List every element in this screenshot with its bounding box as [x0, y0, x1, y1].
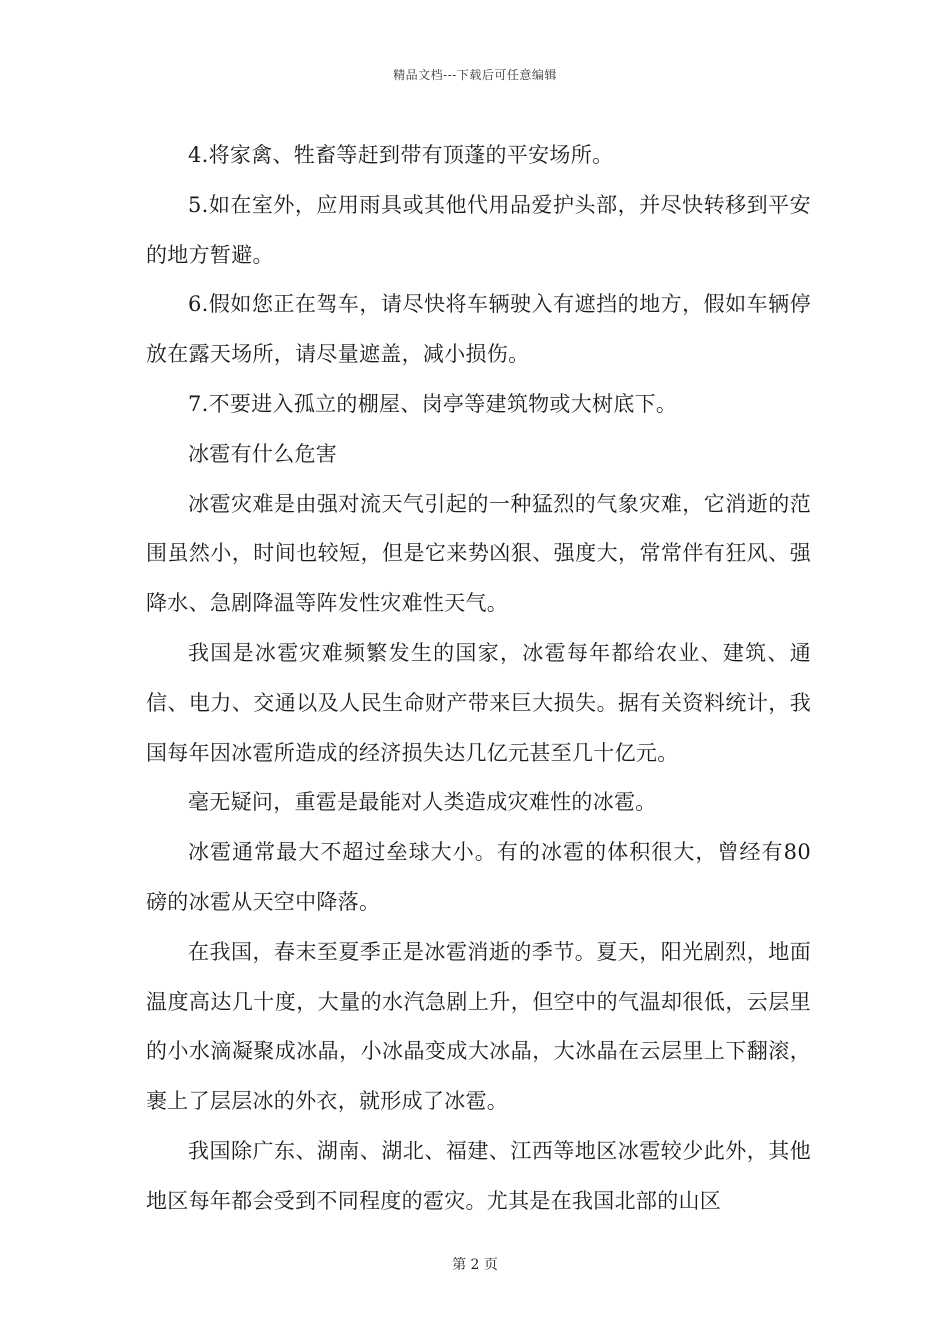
paragraph: 7.不要进入孤立的棚屋、岗亭等建筑物或大树底下。: [188, 391, 678, 416]
paragraph: 在我国，春末至夏季正是冰雹消逝的季节。夏天，阳光剧烈，地面温度高达几十度，大量的水汽急剧上升，但空中的气温却很低，云层里的小水滴凝聚成冰晶，小冰晶变成大冰晶，大冰晶在云层里上下翻滚，裹上了层层冰的外衣，就形成了冰雹。: [146, 939, 811, 1114]
paragraph: 冰雹灾难是由强对流天气引起的一种猛烈的气象灾难，它消逝的范围虽然小，时间也较短，但是它来势凶狠、强度大，常常伴有狂风、强降水、急剧降温等阵发性灾难性天气。: [146, 491, 811, 616]
page-number: 第 2 页: [452, 1257, 498, 1273]
paragraph: 冰雹通常最大不超过垒球大小。有的冰雹的体积很大，曾经有80磅的冰雹从天空中降落。: [146, 840, 811, 914]
section-heading: 冰雹有什么危害: [188, 441, 338, 466]
paragraph: 6.假如您正在驾车，请尽快将车辆驶入有遮挡的地方，假如车辆停放在露天场所，请尽量遮盖，减小损伤。: [146, 292, 811, 367]
paragraph: 5.如在室外，应用雨具或其他代用品爱护头部，并尽快转移到平安的地方暂避。: [146, 192, 811, 267]
paragraph: 毫无疑问，重雹是最能对人类造成灾难性的冰雹。: [188, 790, 657, 815]
paragraph: 我国除广东、湖南、湖北、福建、江西等地区冰雹较少此外，其他地区每年都会受到不同程度的雹灾。尤其是在我国北部的山区: [146, 1138, 811, 1213]
paragraph: 4.将家禽、牲畜等赶到带有顶蓬的平安场所。: [188, 143, 614, 167]
page-header: 精品文档---下载后可任意编辑: [393, 68, 557, 82]
document-body: [146, 131, 811, 1227]
paragraph: 我国是冰雹灾难频繁发生的国家，冰雹每年都给农业、建筑、通信、电力、交通以及人民生命财产带来巨大损失。据有关资料统计，我国每年因冰雹所造成的经济损失达几亿元甚至几十亿元。: [146, 640, 811, 765]
